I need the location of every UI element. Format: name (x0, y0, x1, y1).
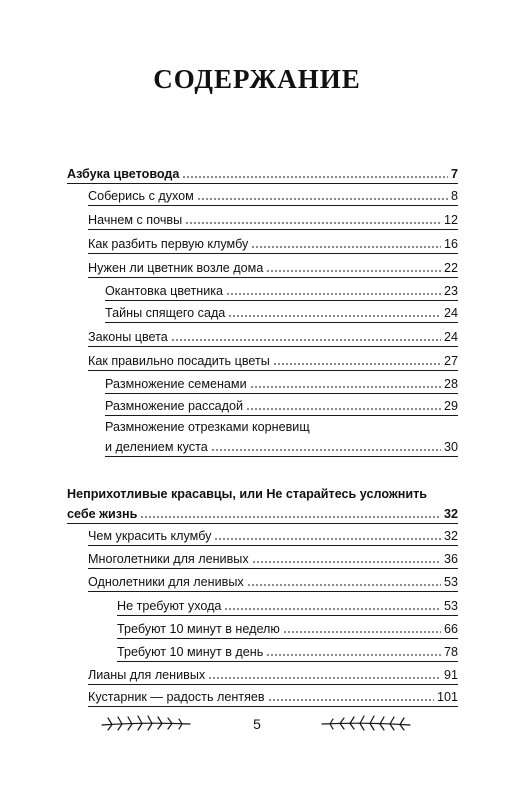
toc-entry-page: 30 (443, 439, 458, 454)
toc-entry[interactable] (88, 550, 458, 569)
toc-entry[interactable] (88, 259, 458, 278)
toc-entry-page: 29 (443, 398, 458, 413)
toc-entry[interactable] (88, 328, 458, 347)
toc-entry-page: 32 (443, 528, 458, 543)
toc-entry-title: Начнем с почвы (88, 212, 183, 227)
toc-entry-page: 32 (443, 506, 458, 521)
dot-leader (197, 187, 448, 200)
toc-entry-page: 66 (443, 621, 458, 636)
toc-entry-title: Размножение семенами (105, 376, 247, 391)
toc-entry-page: 101 (436, 689, 458, 704)
toc-entry-page: 8 (450, 188, 458, 203)
toc-entry-title-line1: Размножение отрезками корневищ (105, 420, 310, 434)
page-title: СОДЕРЖАНИЕ (153, 64, 361, 94)
toc-entry-page: 24 (443, 329, 458, 344)
dot-leader (268, 688, 434, 701)
toc-entry-title: Тайны спящего сада (105, 305, 226, 320)
toc-entry-page: 22 (443, 260, 458, 275)
toc-entry-page: 91 (443, 667, 458, 682)
toc-entry-title: Чем украсить клумбу (88, 528, 212, 543)
dot-leader (171, 328, 441, 341)
dot-leader (247, 573, 441, 586)
toc-entry-title: Требуют 10 минут в день (117, 644, 264, 659)
toc-entry-page: 16 (443, 236, 458, 251)
page-number: 5 (253, 716, 261, 732)
toc-entry-page: 36 (443, 551, 458, 566)
toc-entry-title: Требуют 10 минут в неделю (117, 621, 280, 636)
toc-entry-page: 78 (443, 644, 458, 659)
dot-leader (140, 505, 441, 518)
toc-entry-title: Как разбить первую клумбу (88, 236, 249, 251)
toc-entry[interactable] (88, 187, 458, 206)
toc-entry-title: Размножение рассадой (105, 398, 244, 413)
leaf-branch-icon (320, 714, 412, 732)
toc-entry[interactable] (88, 235, 458, 254)
toc-entry[interactable] (105, 282, 458, 301)
toc-entry[interactable] (88, 211, 458, 230)
toc-entry[interactable] (88, 573, 458, 592)
toc-entry-page: 7 (450, 166, 458, 181)
toc-entry[interactable] (88, 352, 458, 371)
toc-entry-title: Кустарник — радость лентяев (88, 689, 265, 704)
dot-leader (208, 666, 441, 679)
toc-entry[interactable] (105, 397, 458, 416)
toc-entry-page: 24 (443, 305, 458, 320)
toc-entry[interactable] (88, 688, 458, 707)
toc-entry-title-line1: Неприхотливые красавцы, или Не старайтесь усложнить (67, 487, 428, 501)
toc-entry-title: Многолетники для ленивых (88, 551, 249, 566)
dot-leader (251, 235, 441, 248)
dot-leader (182, 165, 448, 178)
toc-entry-title: Как правильно посадить цветы (88, 353, 270, 368)
toc-entry-title: и делением куста (105, 439, 208, 454)
dot-leader (211, 438, 441, 451)
toc-entry-page: 53 (443, 598, 458, 613)
toc-entry-title: Не требуют ухода (117, 598, 222, 613)
toc-entry[interactable] (88, 527, 458, 546)
toc-entry-title: Соберись с духом (88, 188, 194, 203)
dot-leader (252, 550, 441, 563)
toc-entry-title: Законы цвета (88, 329, 168, 344)
toc-entry-title: себе жизнь (67, 506, 138, 521)
dot-leader (185, 211, 441, 224)
toc-entry-title: Нужен ли цветник возле дома (88, 260, 264, 275)
dot-leader (266, 643, 441, 656)
toc-entry[interactable] (117, 620, 458, 639)
toc-entry-title: Однолетники для ленивых (88, 574, 244, 589)
toc-entry[interactable] (117, 643, 458, 662)
toc-entry[interactable] (105, 419, 458, 457)
dot-leader (228, 304, 441, 317)
dot-leader (273, 352, 441, 365)
toc-entry-page: 28 (443, 376, 458, 391)
dot-leader (246, 397, 441, 410)
toc-entry-page: 23 (443, 283, 458, 298)
toc-entry[interactable] (67, 165, 458, 184)
toc-entry[interactable] (88, 666, 458, 685)
toc-entry-title: Азбука цветовода (67, 166, 180, 181)
toc-entry-title: Окантовка цветника (105, 283, 224, 298)
dot-leader (266, 259, 441, 272)
toc-entry[interactable] (105, 304, 458, 323)
toc-entry-page: 27 (443, 353, 458, 368)
toc-entry[interactable] (105, 375, 458, 394)
toc-entry[interactable] (117, 597, 458, 616)
dot-leader (226, 282, 441, 295)
dot-leader (250, 375, 441, 388)
dot-leader (214, 527, 441, 540)
toc-entry[interactable] (67, 486, 458, 524)
dot-leader (224, 597, 441, 610)
toc-entry-title: Лианы для ленивых (88, 667, 206, 682)
toc-entry-page: 53 (443, 574, 458, 589)
toc-entry-page: 12 (443, 212, 458, 227)
dot-leader (283, 620, 441, 633)
